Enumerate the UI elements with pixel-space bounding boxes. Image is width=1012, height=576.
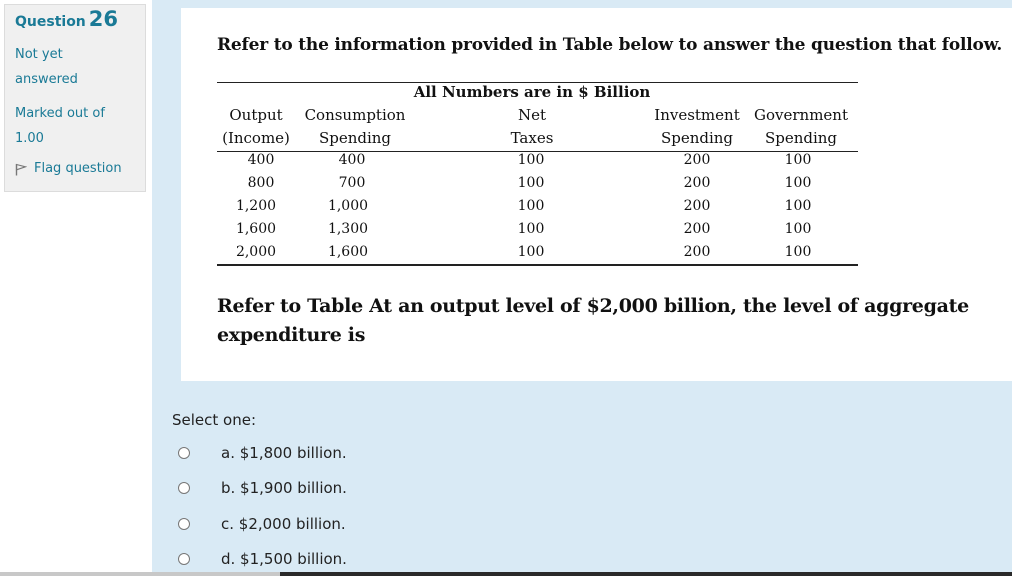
table-cell: 100 (784, 221, 812, 237)
answer-option-label[interactable]: c. $2,000 billion. (221, 515, 346, 533)
table-cell: 100 (517, 198, 545, 214)
question-label: Question (15, 14, 86, 30)
flag-question-link[interactable] (15, 159, 135, 179)
question-number (15, 5, 135, 36)
header-investment-line2: Spending (660, 129, 734, 147)
answer-option-label[interactable]: a. $1,800 billion. (221, 444, 347, 462)
state-line-2: answered (15, 72, 78, 87)
table-bottom-rule (217, 264, 858, 266)
header-output-line1: Output (229, 106, 283, 124)
grade-line-1: Marked out of (15, 106, 105, 121)
radio-button[interactable] (178, 518, 190, 530)
table-caption: All Numbers are in $ Billion (413, 83, 651, 101)
radio-button[interactable] (178, 553, 190, 565)
answer-option-a[interactable] (178, 444, 347, 462)
radio-button[interactable] (178, 482, 190, 494)
table-cell: 1,600 (235, 221, 277, 237)
select-one-label: Select one: (172, 411, 257, 429)
table-cell: 1,000 (327, 198, 369, 214)
answer-option-b[interactable] (178, 479, 347, 497)
table-cell: 100 (517, 244, 545, 260)
header-output-line2: (Income) (222, 129, 290, 147)
header-investment-line1: Investment (654, 106, 740, 124)
table-cell: 700 (338, 175, 366, 191)
state-line-1: Not yet (15, 47, 63, 62)
table-cell: 100 (517, 221, 545, 237)
header-consumption-line2: Spending (318, 129, 392, 147)
question-prompt: Refer to Table At an output level of $2,000 billion, the level of aggregate expenditure is (217, 295, 969, 346)
scrollbar-thumb[interactable] (280, 572, 1012, 576)
question-info-panel (4, 4, 146, 192)
table-cell: 400 (247, 152, 275, 168)
header-government-line1: Government (754, 106, 848, 124)
table-cell: 200 (683, 221, 711, 237)
question-number-value: 26 (88, 7, 119, 31)
table-cell: 100 (517, 175, 545, 191)
table-cell: 1,300 (327, 221, 369, 237)
header-taxes-line2: Taxes (510, 129, 554, 147)
radio-button[interactable] (178, 447, 190, 459)
answer-option-label[interactable]: b. $1,900 billion. (221, 479, 347, 497)
table-cell: 2,000 (235, 244, 277, 260)
answer-option-c[interactable] (178, 515, 346, 533)
table-cell: 400 (338, 152, 366, 168)
table-cell: 200 (683, 244, 711, 260)
header-taxes-line1: Net (517, 106, 547, 124)
table-cell: 100 (517, 152, 545, 168)
table-cell: 200 (683, 198, 711, 214)
table-cell: 100 (784, 175, 812, 191)
grade-line-2: 1.00 (15, 131, 44, 146)
question-grade (15, 101, 135, 151)
header-government-line2: Spending (764, 129, 838, 147)
table-cell: 200 (683, 175, 711, 191)
table-cell: 1,600 (327, 244, 369, 260)
answer-option-d[interactable] (178, 550, 347, 568)
answer-option-label[interactable]: d. $1,500 billion. (221, 550, 347, 568)
table-cell: 200 (683, 152, 711, 168)
table-cell: 1,200 (235, 198, 277, 214)
table-cell: 100 (784, 198, 812, 214)
question-state (15, 42, 135, 92)
flag-question-label: Flag question (34, 161, 122, 176)
question-intro: Refer to the information provided in Table below to answer the question that follow. (217, 35, 1003, 55)
header-consumption-line1: Consumption (304, 106, 406, 124)
table-cell: 100 (784, 244, 812, 260)
flag-icon (15, 163, 27, 176)
horizontal-scrollbar[interactable] (0, 572, 1012, 576)
table-cell: 800 (247, 175, 275, 191)
table-cell: 100 (784, 152, 812, 168)
